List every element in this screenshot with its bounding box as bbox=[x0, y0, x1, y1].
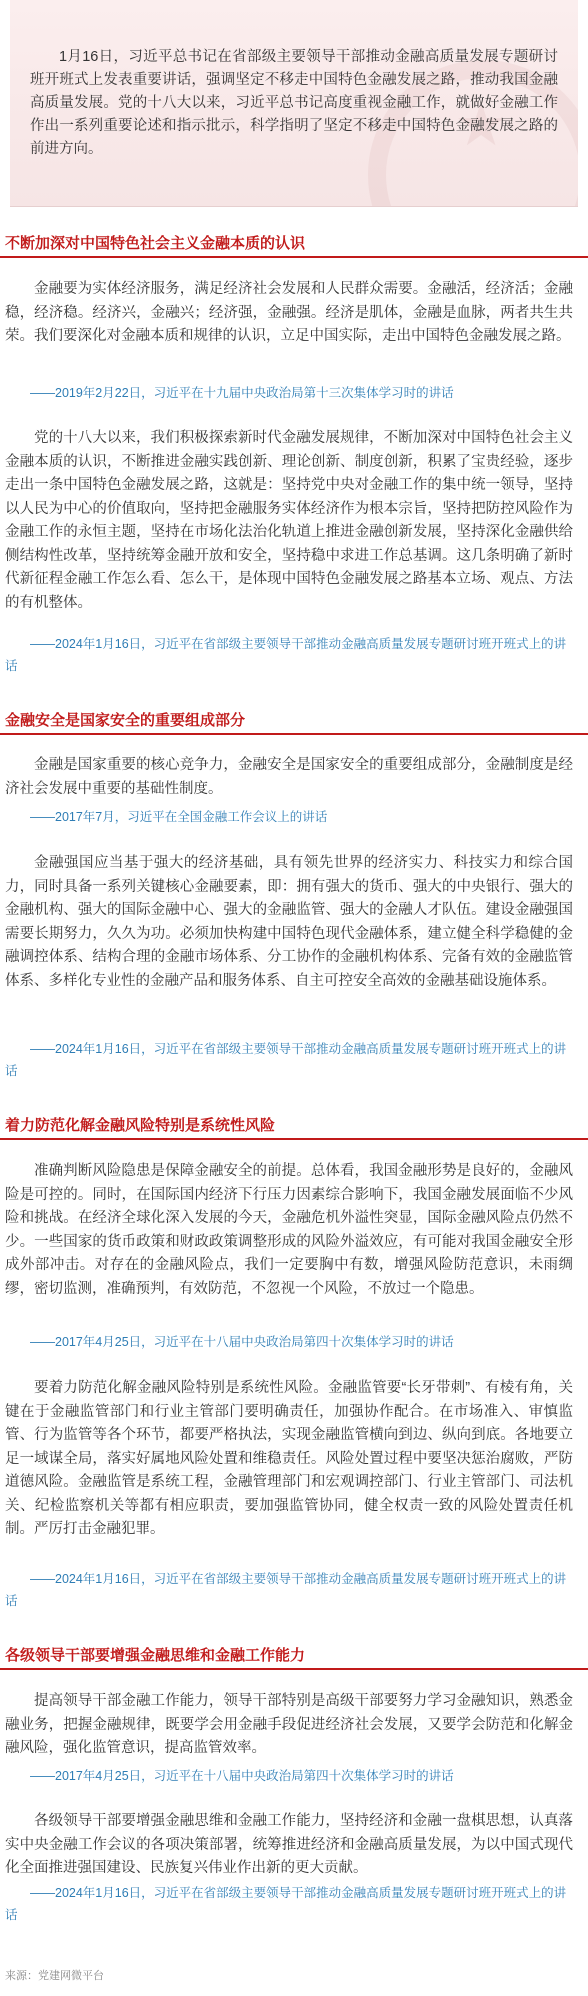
section-3-paragraph-2: 要着力防范化解金融风险特别是系统性风险。金融监管要“长牙带刺”、有棱有角，关键在于金融监管部门和行业主管部门要明确责任，加强协作配合。在市场准入、审慎监管、行为监管等各个环节，都要严格执法，实现金融监管横向到边、纵向到底。各地要立足一域谋全局，落实好属地风险处置和维稳责任。风险处置过程中要坚决惩治腐败，严防道德风险。金融监管是系统工程，金融管理部门和宏观调控部门、行业主管部门、司法机关、纪检监察机关等都有相应职责，要加强监管协同，健全权责一致的风险处置责任机制。严厉打击金融犯罪。 bbox=[5, 1380, 573, 1537]
section-1-citation-1: ——2019年2月22日，习近平在十九届中央政治局第十三次集体学习时的讲话 bbox=[30, 386, 454, 400]
section-4-paragraph-1: 提高领导干部金融工作能力，领导干部特别是高级干部要努力学习金融知识，熟悉金融业务，把握金融规律，既要学会用金融手段促进经济社会发展，又要学会防范和化解金融风险，强化监管意识，提高监管效率。 bbox=[5, 1693, 573, 1756]
section-3-paragraph-1: 准确判断风险隐患是保障金融安全的前提。总体看，我国金融形势是良好的，金融风险是可控的。同时，在国际国内经济下行压力因素综合影响下，我国金融发展面临不少风险和挑战。在经济全球化深入发展的今天，金融危机外溢性突显，国际金融风险点仍然不少。一些国家的货币政策和财政政策调整形成的风险外溢效应，有可能对我国金融安全形成外部冲击。对存在的金融风险点，我们一定要胸中有数，增强风险防范意识，未雨绸缪，密切监测，准确预判，有效防范，不忽视一个风险，不放过一个隐患。 bbox=[5, 1163, 573, 1297]
section-title-4: 各级领导干部要增强金融思维和金融工作能力 bbox=[0, 1642, 588, 1670]
section-2-paragraph-1: 金融是国家重要的核心竞争力，金融安全是国家安全的重要组成部分，金融制度是经济社会发展中重要的基础性制度。 bbox=[5, 757, 573, 797]
star-icon: ★ bbox=[454, 91, 508, 158]
intro-box bbox=[10, 0, 578, 207]
section-title-1: 不断加深对中国特色社会主义金融本质的认识 bbox=[0, 230, 588, 258]
section-2-citation-2: ——2024年1月16日，习近平在省部级主要领导干部推动金融高质量发展专题研讨班开班式上的讲话 bbox=[5, 1042, 567, 1078]
section-4-citation-2: ——2024年1月16日，习近平在省部级主要领导干部推动金融高质量发展专题研讨班开班式上的讲话 bbox=[5, 1886, 567, 1922]
section-4-paragraph-2: 各级领导干部要增强金融思维和金融工作能力，坚持经济和金融一盘棋思想，认真落实中央金融工作会议的各项决策部署，统筹推进经济和金融高质量发展，为以中国式现代化全面推进强国建设、民族复兴伟业作出新的更大贡献。 bbox=[5, 1813, 573, 1876]
section-1-paragraph-1: 金融要为实体经济服务，满足经济社会发展和人民群众需要。金融活，经济活；金融稳，经济稳。经济兴，金融兴；经济强，金融强。经济是肌体，金融是血脉，两者共生共荣。我们要深化对金融本质和规律的认识，立足中国实际，走出中国特色金融发展之路。 bbox=[5, 281, 573, 344]
section-4-citation-1: ——2017年4月25日，习近平在十八届中央政治局第四十次集体学习时的讲话 bbox=[30, 1769, 454, 1783]
section-2-paragraph-2: 金融强国应当基于强大的经济基础，具有领先世界的经济实力、科技实力和综合国力，同时具备一系列关键核心金融要素，即：拥有强大的货币、强大的中央银行、强大的金融机构、强大的国际金融中心、强大的金融监管、强大的金融人才队伍。建设金融强国需要长期努力，久久为功。必须加快构建中国特色现代金融体系，建立健全科学稳健的金融调控体系、结构合理的金融市场体系、分工协作的金融机构体系、完备有效的金融监管体系、多样化专业性的金融产品和服务体系、自主可控安全高效的金融基础设施体系。 bbox=[5, 855, 573, 989]
source-credit: 来源：党建网微平台 bbox=[5, 1970, 104, 1982]
section-title-2: 金融安全是国家安全的重要组成部分 bbox=[0, 707, 588, 735]
section-1-citation-2: ——2024年1月16日，习近平在省部级主要领导干部推动金融高质量发展专题研讨班开班式上的讲话 bbox=[5, 637, 567, 673]
section-1-paragraph-2: 党的十八大以来，我们积极探索新时代金融发展规律，不断加深对中国特色社会主义金融本质的认识，不断推进金融实践创新、理论创新、制度创新，积累了宝贵经验，逐步走出一条中国特色金融发展之路，这就是：坚持党中央对金融工作的集中统一领导，坚持以人民为中心的价值取向，坚持把金融服务实体经济作为根本宗旨，坚持把防控风险作为金融工作的永恒主题，坚持在市场化法治化轨道上推进金融创新发展，坚持深化金融供给侧结构性改革，坚持统筹金融开放和安全，坚持稳中求进工作总基调。这几条明确了新时代新征程金融工作怎么看、怎么干，是体现中国特色金融发展之路基本立场、观点、方法的有机整体。 bbox=[5, 430, 573, 611]
section-2-citation-1: ——2017年7月，习近平在全国金融工作会议上的讲话 bbox=[30, 810, 328, 824]
intro-paragraph: 1月16日，习近平总书记在省部级主要领导干部推动金融高质量发展专题研讨班开班式上发表重要讲话，强调坚定不移走中国特色金融发展之路，推动我国金融高质量发展。党的十八大以来，习近平总书记高度重视金融工作，就做好金融工作作出一系列重要论述和指示批示，科学指明了坚定不移走中国特色金融发展之路的前进方向。 bbox=[30, 49, 558, 157]
section-title-3: 着力防范化解金融风险特别是系统性风险 bbox=[0, 1112, 588, 1140]
section-3-citation-2: ——2024年1月16日，习近平在省部级主要领导干部推动金融高质量发展专题研讨班开班式上的讲话 bbox=[5, 1572, 567, 1608]
section-3-citation-1: ——2017年4月25日，习近平在十八届中央政治局第四十次集体学习时的讲话 bbox=[30, 1335, 454, 1349]
